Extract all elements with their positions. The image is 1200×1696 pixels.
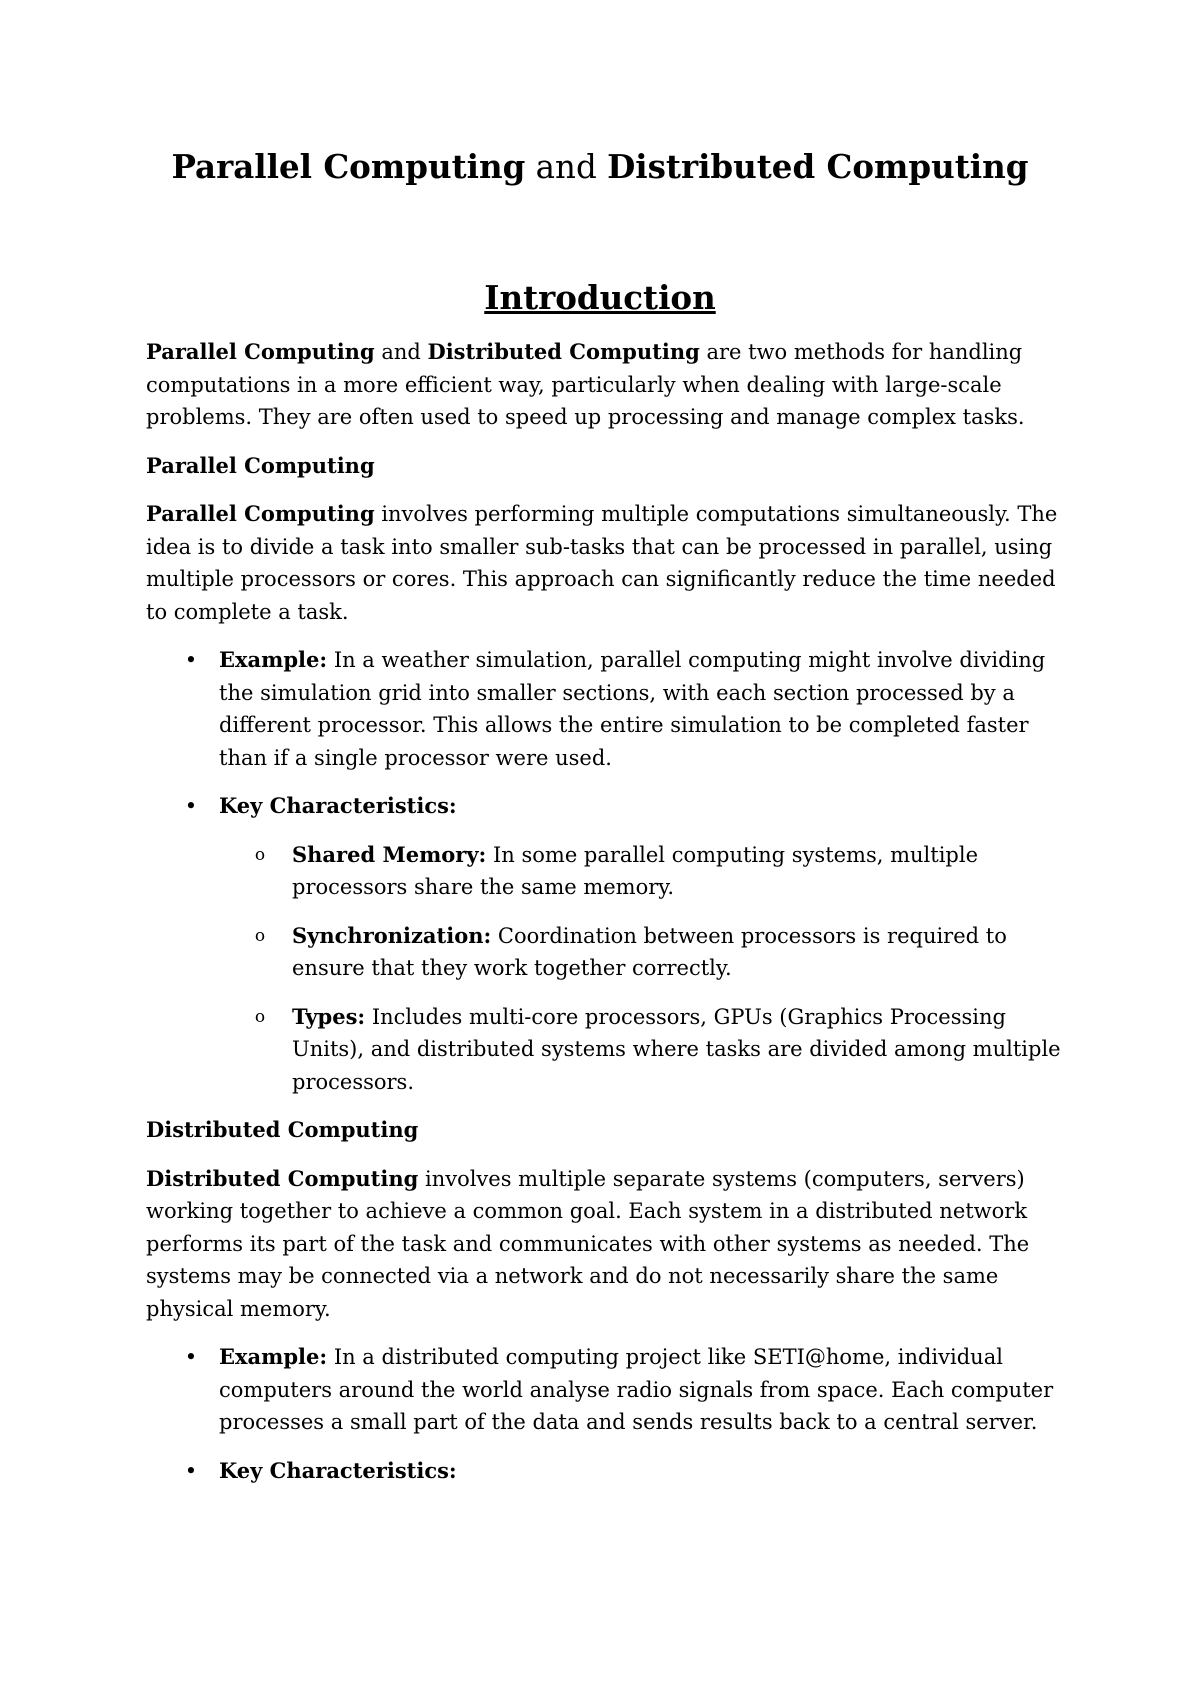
parallel-example-text: In a weather simulation, parallel computing might involve dividing the simulation grid into smaller sections, with each section processed by a different processor. This allows the entire simulation to be completed faster than if a single processor were used.	[219, 648, 1046, 770]
bullet-icon: •	[184, 1458, 198, 1483]
characteristic-label: Shared Memory:	[292, 841, 487, 867]
distributed-key-label: Key Characteristics:	[219, 1457, 457, 1483]
bullet-icon: •	[184, 1345, 198, 1369]
intro-text-1: and	[374, 340, 428, 364]
characteristic-item-synchronization	[219, 920, 1076, 985]
parallel-paragraph	[146, 498, 1076, 628]
characteristic-label: Synchronization:	[292, 922, 492, 948]
characteristic-text: In some parallel computing systems, multiple processors share the same memory.	[292, 842, 978, 899]
intro-text-2: are two methods for handling computations in a more efficient way, particularly when dealing with large-scale problems. They are often used to speed up processing and manage complex tasks.	[146, 340, 1025, 429]
characteristic-text: Coordination between processors is required to ensure that they work together correctly.	[292, 923, 1007, 980]
parallel-lead-text: involves performing multiple computations simultaneously. The idea is to divide a task into smaller sub-tasks that can be processed in parallel, using multiple processors or cores. This approach can significantly reduce the time needed to complete a task.	[146, 502, 1058, 624]
parallel-example-item	[146, 644, 1076, 774]
parallel-lead-bold: Parallel Computing	[146, 501, 375, 526]
distributed-lead-text: involves multiple separate systems (computers, servers) working together to achieve a common goal. Each system in a distributed network performs its part of the task and communicates with other systems as needed. The systems may be connected via a network and do not necessarily share the same physical memory.	[146, 1166, 1030, 1321]
intro-heading: Introduction	[484, 278, 716, 317]
parallel-example-label: Example:	[219, 647, 328, 672]
parallel-key-item	[146, 790, 1076, 1098]
distributed-paragraph	[146, 1163, 1076, 1326]
intro-bold-1: Parallel Computing	[146, 339, 375, 364]
document-title	[0, 145, 1200, 189]
title-part1: Parallel Computing	[171, 147, 526, 186]
circle-bullet-icon: o	[254, 925, 266, 946]
distributed-heading: Distributed Computing	[146, 1117, 419, 1142]
characteristic-label: Types:	[292, 1003, 366, 1029]
distributed-key-item	[146, 1455, 1076, 1488]
distributed-example-item	[146, 1341, 1076, 1439]
intro-paragraph	[146, 336, 1076, 434]
bullet-icon: •	[184, 794, 198, 818]
characteristic-item-shared-memory	[219, 839, 1076, 904]
characteristic-item-types	[219, 1001, 1076, 1099]
distributed-example-label: Example:	[219, 1344, 328, 1369]
distributed-lead-bold: Distributed Computing	[146, 1165, 419, 1191]
parallel-characteristics-list	[219, 839, 1076, 1099]
distributed-example-text: In a distributed computing project like SETI@home, individual computers around the world analyse radio signals from space. Each computer processes a small part of the data and sends results back to a central server.	[219, 1345, 1054, 1434]
title-and: and	[525, 148, 608, 186]
parallel-heading: Parallel Computing	[146, 452, 375, 478]
title-part2: Distributed Computing	[607, 147, 1029, 186]
circle-bullet-icon: o	[254, 844, 266, 865]
parallel-bullet-list	[146, 644, 1076, 1098]
circle-bullet-icon: o	[254, 1006, 266, 1027]
intro-bold-2: Distributed Computing	[427, 339, 700, 364]
parallel-key-label: Key Characteristics:	[219, 793, 457, 818]
bullet-icon: •	[184, 648, 198, 672]
distributed-bullet-list	[146, 1341, 1076, 1487]
characteristic-text: Includes multi-core processors, GPUs (Graphics Processing Units), and distributed systems where tasks are divided among multiple processors.	[292, 1004, 1061, 1094]
document-body	[146, 336, 1076, 1503]
